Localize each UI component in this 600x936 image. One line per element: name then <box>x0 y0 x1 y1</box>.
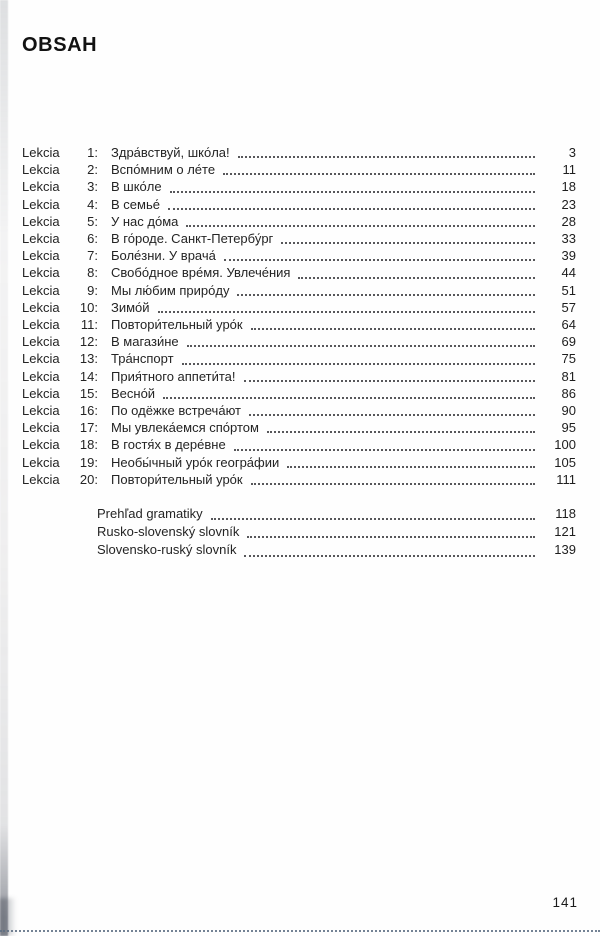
lesson-page-number: 39 <box>561 248 576 264</box>
dot-leader <box>251 328 535 330</box>
lesson-title: Необы́чный уро́к геогра́фии <box>111 454 280 470</box>
dot-leader <box>234 449 535 451</box>
lesson-page-number: 18 <box>561 179 576 195</box>
lesson-number: 8: <box>87 265 98 281</box>
lesson-label: Lekcia <box>22 471 60 487</box>
lesson-page-number: 64 <box>561 317 576 333</box>
appendix-title: Prehľad gramatiky <box>97 506 203 521</box>
lesson-title: Здра́вствуй, шко́ла! <box>111 145 230 160</box>
lesson-label: Lekcia <box>22 282 60 298</box>
dot-leader <box>287 466 535 468</box>
lesson-page-number: 51 <box>561 282 576 298</box>
lesson-page-number: 81 <box>561 368 576 384</box>
appendix-page-number: 139 <box>554 542 576 558</box>
toc-row <box>22 264 576 281</box>
dot-leader <box>249 414 535 416</box>
toc-row <box>22 368 576 385</box>
lesson-label: Lekcia <box>22 403 60 419</box>
lesson-title: Мы лю́бим приро́ду <box>111 282 230 298</box>
lesson-page-number: 75 <box>561 351 576 367</box>
page-title: OBSAH <box>22 34 98 56</box>
lesson-label: Lekcia <box>22 368 60 384</box>
appendix-indent <box>22 541 97 559</box>
appendix-page-number: 118 <box>555 506 576 521</box>
lesson-number: 12: <box>79 334 98 350</box>
toc-row <box>22 282 576 299</box>
lesson-label: Lekcia <box>22 162 60 178</box>
toc-row <box>22 196 576 213</box>
lesson-label: Lekcia <box>22 231 60 247</box>
lesson-page-number: 111 <box>556 471 576 487</box>
toc-row <box>22 350 576 367</box>
toc-row <box>22 333 576 350</box>
lesson-number: 6: <box>87 231 98 247</box>
lesson-label: Lekcia <box>22 317 60 333</box>
lesson-number: 3: <box>87 179 98 195</box>
lesson-label: Lekcia <box>22 351 60 367</box>
lesson-number: 18: <box>79 437 98 453</box>
lesson-page-number: 44 <box>561 265 576 281</box>
lesson-label: Lekcia <box>22 196 60 212</box>
lesson-number: 11: <box>80 317 98 333</box>
lesson-title: У нас до́ма <box>111 213 179 229</box>
toc-row <box>22 436 576 453</box>
lesson-page-number: 57 <box>561 299 576 315</box>
lesson-page-number: 33 <box>561 231 576 247</box>
lesson-label: Lekcia <box>22 145 60 160</box>
lesson-number: 7: <box>87 248 98 264</box>
lesson-label: Lekcia <box>22 437 60 453</box>
lesson-page-number: 3 <box>568 145 576 160</box>
lesson-title: В гостя́х в дере́вне <box>111 437 226 453</box>
appendix-row <box>22 541 576 559</box>
toc-row <box>22 299 576 316</box>
lesson-page-number: 86 <box>561 385 576 401</box>
lesson-label: Lekcia <box>22 334 60 350</box>
lesson-label: Lekcia <box>22 454 60 470</box>
dot-leader <box>182 363 535 365</box>
appendix-indent <box>22 505 97 523</box>
appendix-list <box>22 505 576 560</box>
dot-leader <box>281 242 535 244</box>
toc-row <box>22 178 576 195</box>
toc-row <box>22 213 576 230</box>
toc-row <box>22 402 576 419</box>
lesson-number: 15: <box>79 385 98 401</box>
toc-row <box>22 419 576 436</box>
toc-row <box>22 144 576 161</box>
dot-leader <box>163 397 535 399</box>
perforation-dotted-line <box>0 930 600 932</box>
lesson-title: Боле́зни. У врача́ <box>111 248 216 264</box>
lesson-label: Lekcia <box>22 213 60 229</box>
dot-leader <box>170 191 535 193</box>
dot-leader <box>187 345 535 347</box>
lesson-label: Lekcia <box>22 179 60 195</box>
dot-leader <box>244 555 535 557</box>
toc-row <box>22 454 576 471</box>
dot-leader <box>211 518 535 520</box>
lesson-number: 13: <box>79 351 98 367</box>
lesson-title: Свобо́дное вре́мя. Увлече́ния <box>111 265 291 281</box>
lesson-number: 2: <box>87 162 98 178</box>
lesson-title: Прия́тного аппети́та! <box>111 368 236 384</box>
dot-leader <box>158 311 535 313</box>
lesson-number: 14: <box>79 368 98 384</box>
lesson-title: Повтори́тельный уро́к <box>111 317 243 333</box>
toc-row <box>22 230 576 247</box>
lesson-number: 16: <box>79 403 98 419</box>
lesson-page-number: 95 <box>561 420 576 436</box>
dot-leader <box>168 208 535 210</box>
lesson-page-number: 23 <box>561 196 576 212</box>
toc-row <box>22 385 576 402</box>
dot-leader <box>244 380 535 382</box>
appendix-row <box>22 505 576 523</box>
appendix-page-number: 121 <box>554 524 576 540</box>
lesson-title: Вспо́мним о ле́те <box>111 162 216 178</box>
toc-row <box>22 316 576 333</box>
toc-row <box>22 161 576 178</box>
lesson-label: Lekcia <box>22 385 60 401</box>
lesson-label: Lekcia <box>22 265 60 281</box>
dot-leader <box>186 225 535 227</box>
lesson-title: По одёжке встреча́ют <box>111 403 241 419</box>
toc-row <box>22 471 576 488</box>
appendix-title: Rusko-slovenský slovník <box>97 524 240 540</box>
lesson-number: 20: <box>79 471 98 487</box>
lesson-number: 5: <box>87 213 98 229</box>
lesson-number: 17: <box>79 420 98 436</box>
lesson-label: Lekcia <box>22 248 60 264</box>
lesson-number: 9: <box>87 282 98 298</box>
lesson-number: 19: <box>79 454 98 470</box>
appendix-row <box>22 523 576 541</box>
lesson-page-number: 28 <box>561 213 576 229</box>
lesson-number: 10: <box>79 299 98 315</box>
lesson-page-number: 69 <box>561 334 576 350</box>
lesson-title: Мы увлека́емся спо́ртом <box>111 420 259 436</box>
toc-row <box>22 247 576 264</box>
dot-leader <box>247 536 535 538</box>
dot-leader <box>238 156 535 158</box>
table-of-contents <box>22 144 576 488</box>
lesson-title: Тра́нспорт <box>111 351 174 367</box>
lesson-page-number: 105 <box>554 454 576 470</box>
dot-leader <box>298 277 535 279</box>
lesson-label: Lekcia <box>22 420 60 436</box>
lesson-title: Зимо́й <box>111 299 150 315</box>
dot-leader <box>223 173 535 175</box>
dot-leader <box>237 294 535 296</box>
appendix-indent <box>22 523 97 541</box>
lesson-page-number: 90 <box>561 403 576 419</box>
appendix-title: Slovensko-ruský slovník <box>97 542 237 558</box>
lesson-title: В го́роде. Санкт-Петербу́рг <box>111 231 274 247</box>
lesson-title: В магази́не <box>111 334 179 350</box>
lesson-page-number: 100 <box>554 437 576 453</box>
lesson-number: 1: <box>87 145 98 160</box>
lesson-number: 4: <box>87 196 98 212</box>
lesson-label: Lekcia <box>22 299 60 315</box>
lesson-title: Повтори́тельный уро́к <box>111 471 243 487</box>
lesson-title: В семье́ <box>111 196 160 212</box>
dot-leader <box>224 259 535 261</box>
page-number: 141 <box>552 895 578 910</box>
dot-leader <box>251 483 535 485</box>
lesson-title: Весно́й <box>111 385 156 401</box>
lesson-title: В шко́ле <box>111 179 162 195</box>
lesson-page-number: 11 <box>562 162 576 178</box>
dot-leader <box>267 431 535 433</box>
page-left-edge-shadow <box>0 0 8 936</box>
